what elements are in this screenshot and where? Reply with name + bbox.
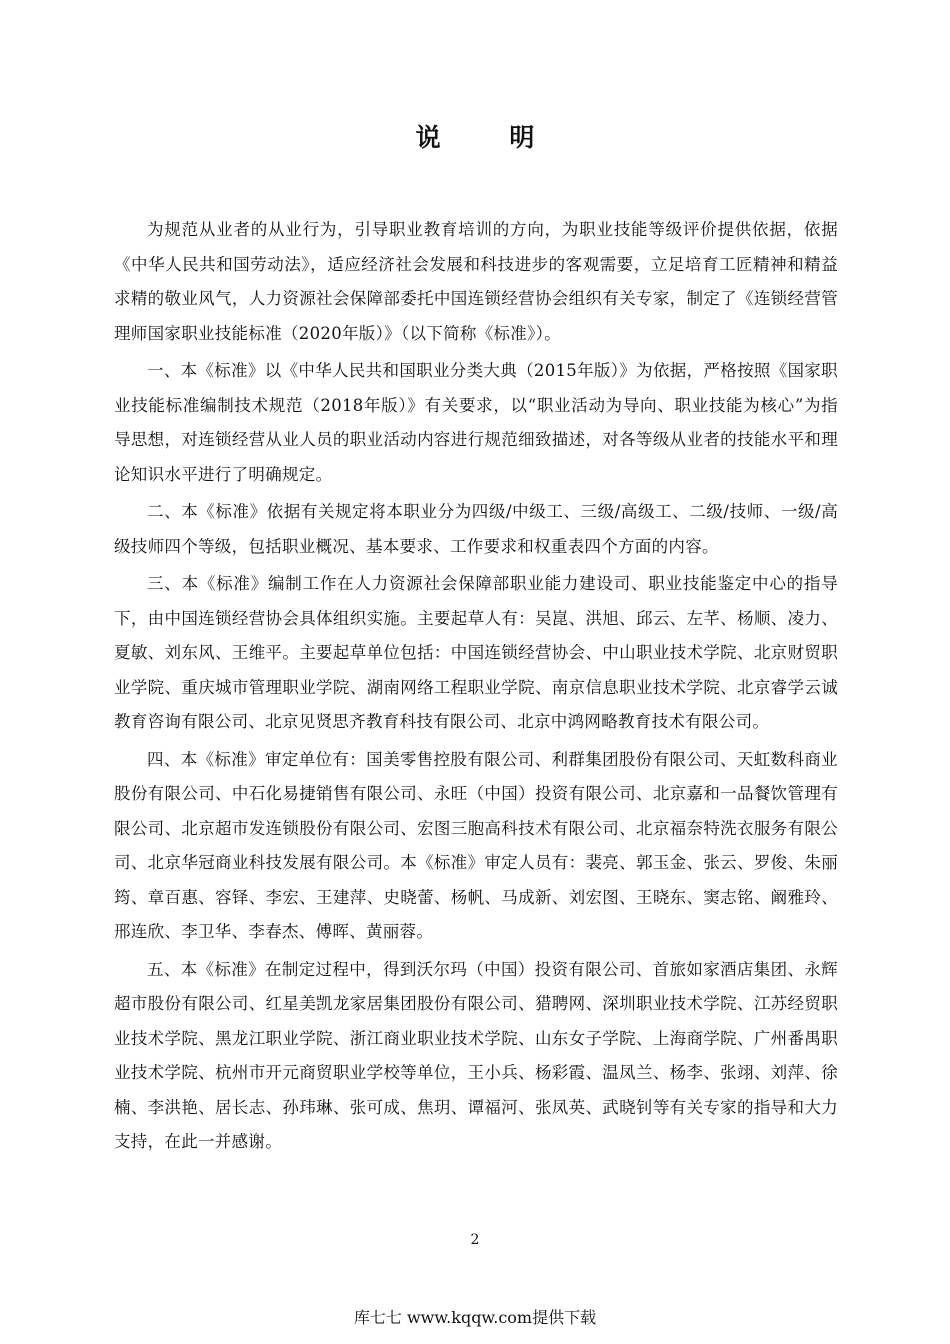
paragraph-3: 三、本《标准》编制工作在人力资源社会保障部职业能力建设司、职业技能鉴定中心的指导下，由中国连锁经营协会具体组织实施。主要起草人有：吴崑、洪旭、邱云、左芊、杨顺、凌力、夏敏、刘东风、王维平。主要起草单位包括：中国连锁经营协会、中山职业技术学院、北京财贸职业学院、重庆城市管理职业学院、湖南网络工程职业学院、南京信息职业技术学院、北京睿学云诚教育咨询有限公司、北京见贤思齐教育科技有限公司、北京中鸿网略教育技术有限公司。 [114,574,838,731]
page-title: 说 明 [415,123,565,152]
page-number: 2 [470,1232,480,1248]
paragraph-1: 一、本《标准》以《中华人民共和国职业分类大典（2015年版）》为依据，严格按照《国家职业技能标准编制技术规范（2018年版）》有关要求，以“职业活动为导向、职业技能为核心”为指导思想，对连锁经营从业人员的职业活动内容进行规范细致描述，对各等级从业者的技能水平和理论知识水平进行了明确规定。 [114,361,838,484]
document-body [114,213,838,1160]
paragraph-2: 二、本《标准》依据有关规定将本职业分为四级/中级工、三级/高级工、二级/技师、一级/高级技师四个等级，包括职业概况、基本要求、工作要求和权重表四个方面的内容。 [114,502,838,556]
paragraph-5: 五、本《标准》在制定过程中，得到沃尔玛（中国）投资有限公司、首旅如家酒店集团、永辉超市股份有限公司、红星美凯龙家居集团股份有限公司、猎聘网、深圳职业技术学院、江苏经贸职业技术学院、黑龙江职业学院、浙江商业职业技术学院、山东女子学院、上海商学院、广州番禺职业技术学院、杭州市开元商贸职业学校等单位，王小兵、杨彩霞、温凤兰、杨李、张翊、刘萍、徐楠、李洪艳、居长志、孙玮琳、张可成、焦玥、谭福河、张凤英、武晓钊等有关专家的指导和大力支持，在此一并感谢。 [114,959,838,1151]
paragraph-4: 四、本《标准》审定单位有：国美零售控股有限公司、利群集团股份有限公司、天虹数科商业股份有限公司、中石化易捷销售有限公司、永旺（中国）投资有限公司、北京嘉和一品餐饮管理有限公司、北京超市发连锁股份有限公司、宏图三胞高科技术有限公司、北京福奈特洗衣服务有限公司、北京华冠商业科技发展有限公司。本《标准》审定人员有：裴亮、郭玉金、张云、罗俊、朱丽筠、章百惠、容铎、李宏、王建萍、史晓蕾、杨帆、马成新、刘宏图、王晓东、窦志铭、阚雅玲、邢连欣、李卫华、李春杰、傅晖、黄丽蓉。 [114,749,838,941]
intro-paragraph: 为规范从业者的从业行为，引导职业教育培训的方向，为职业技能等级评价提供依据，依据《中华人民共和国劳动法》，适应经济社会发展和科技进步的客观需要，立足培育工匠精神和精益求精的敬业风气，人力资源社会保障部委托中国连锁经营协会组织有关专家，制定了《连锁经营管理师国家职业技能标准（2020年版）》（以下简称《标准》）。 [114,220,838,343]
download-footer: 库七七 www.kqqw.com提供下载 [353,1308,597,1327]
